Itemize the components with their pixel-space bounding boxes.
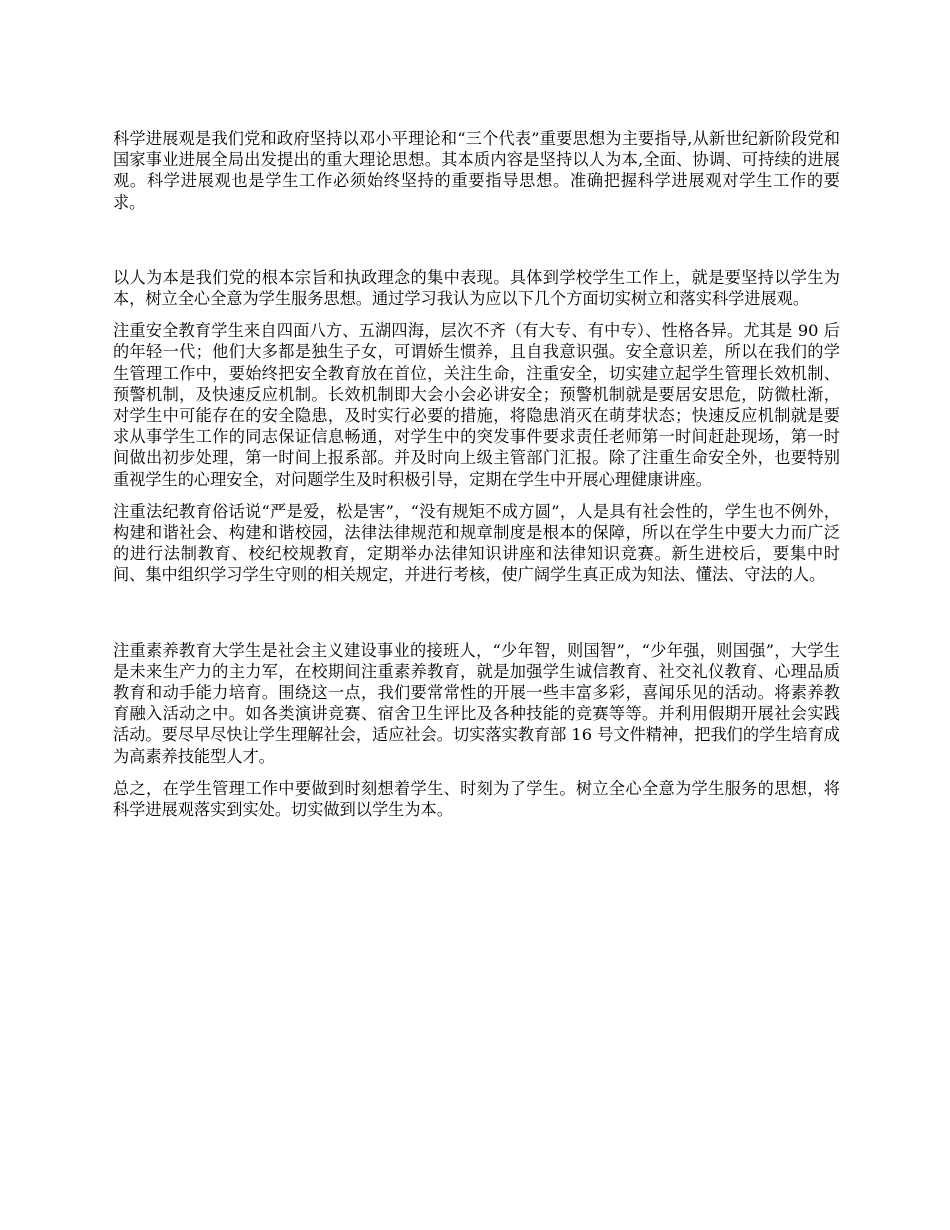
paragraph-safety-education: 注重安全教育学生来自四面八方、五湖四海，层次不齐（有大专、有中专）、性格各异。尤其是 90 后的年轻一代；他们大多都是独生子女，可谓娇生惯养，且自我意识强。安全意识差，所以在我们的学生管理工作中，要始终把安全教育放在首位，关注生命，注重安全，切实建立起学生管理长效机制、预警机制，及快速反应机制。长效机制即大会小会必讲安全；预警机制就是要居安思危，防微杜渐，对学生中可能存在的安全隐患，及时实行必要的措施，将隐患消灭在萌芽状态；快速反应机制就是要求从事学生工作的同志保证信息畅通，对学生中的突发事件要求责任老师第一时间赶赴现场，第一时间做出初步处理，第一时间上报系部。并及时向上级主管部门汇报。除了注重生命安全外，也要特别重视学生的心理安全，对问题学生及时积极引导，定期在学生中开展心理健康讲座。: [113, 321, 840, 489]
paragraph-conclusion: 总之，在学生管理工作中要做到时刻想着学生、时刻为了学生。树立全心全意为学生服务的思想，将科学进展观落实到实处。切实做到以学生为本。: [113, 778, 840, 820]
paragraph-quality-education: 注重素养教育大学生是社会主义建设事业的接班人，“少年智，则国智”，“少年强，则国强”，大学生是未来生产力的主力军，在校期间注重素养教育，就是加强学生诚信教育、社交礼仪教育、心理品质教育和动手能力培育。围绕这一点，我们要常常性的开展一些丰富多彩，喜闻乐见的活动。将素养教育融入活动之中。如各类演讲竞赛、宿舍卫生评比及各种技能的竞赛等等。并利用假期开展社会实践活动。要尽早尽快让学生理解社会，适应社会。切实落实教育部 16 号文件精神，把我们的学生培育成为高素养技能型人才。: [113, 640, 840, 766]
paragraph-discipline-education: 注重法纪教育俗话说“严是爱，松是害”，“没有规矩不成方圆”，人是具有社会性的，学生也不例外，构建和谐社会、构建和谐校园，法律法律规范和规章制度是根本的保障，所以在学生中要大力而广泛的进行法制教育、校纪校规教育，定期举办法律知识讲座和法律知识竞赛。新生进校后，要集中时间、集中组织学习学生守则的相关规定，并进行考核，使广阔学生真正成为知法、懂法、守法的人。: [113, 501, 840, 585]
document-body: [113, 128, 840, 831]
paragraph-scientific-development: 科学进展观是我们党和政府坚持以邓小平理论和“三个代表”重要思想为主要指导,从新世纪新阶段党和国家事业进展全局出发提出的重大理论思想。其本质内容是坚持以人为本,全面、协调、可持续的进展观。科学进展观也是学生工作必须始终坚持的重要指导思想。准确把握科学进展观对学生工作的要求。: [113, 129, 840, 212]
paragraph-people-oriented: 以人为本是我们党的根本宗旨和执政理念的集中表现。具体到学校学生工作上，就是要坚持以学生为本，树立全心全意为学生服务思想。通过学习我认为应以下几个方面切实树立和落实科学进展观。: [113, 267, 840, 309]
